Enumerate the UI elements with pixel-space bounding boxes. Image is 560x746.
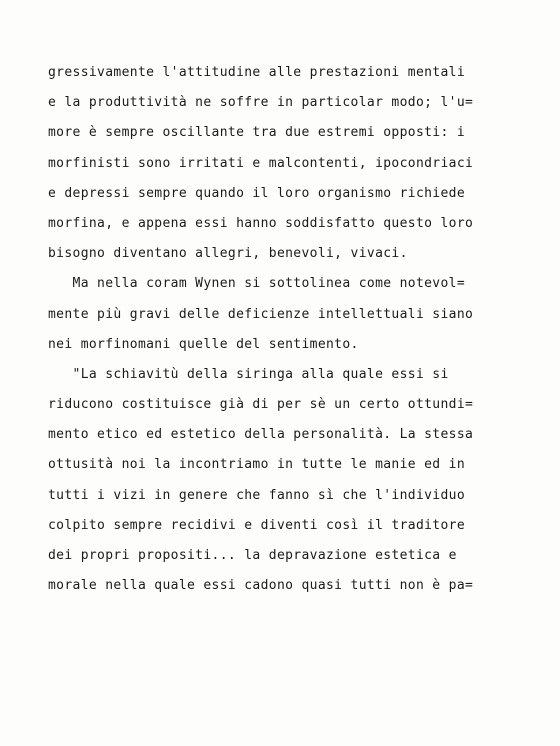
- text-line: mente più gravi delle deficienze intellettuali siano: [48, 306, 474, 322]
- text-line: e depressi sempre quando il loro organismo richiede: [48, 185, 466, 201]
- text-line: tutti i vizi in genere che fanno sì che l'individuo: [48, 487, 466, 503]
- text-line: morale nella quale essi cadono quasi tutti non è pa=: [48, 578, 474, 594]
- text-line: "La schiavitù della siringa alla quale essi si: [48, 366, 449, 382]
- text-line: colpito sempre recidivi e diventi così il traditore: [48, 517, 466, 533]
- text-line: morfina, e appena essi hanno soddisfatto questo loro: [48, 215, 474, 231]
- text-line: Ma nella coram Wynen si sottolinea come notevol=: [48, 276, 466, 292]
- text-line: riducono costituisce già di per sè un certo ottundi=: [48, 397, 474, 413]
- text-line: mento etico ed estetico della personalità. La stessa: [48, 427, 474, 443]
- text-line: bisogno diventano allegri, benevoli, vivaci.: [48, 246, 408, 262]
- body-text: [48, 62, 548, 605]
- text-line: e la produttività ne soffre in particolar modo; l'u=: [48, 95, 474, 111]
- text-line: more è sempre oscillante tra due estremi opposti: i: [48, 125, 466, 141]
- text-line: dei propri propositi... la depravazione estetica e: [48, 548, 457, 563]
- text-line: ottusità noi la incontriamo in tutte le manie ed in: [48, 457, 466, 473]
- text-line: morfinisti sono irritati e malcontenti, ipocondriaci: [48, 155, 474, 171]
- text-line: nei morfinomani quelle del sentimento.: [48, 336, 359, 352]
- text-line: gressivamente l'attitudine alle prestazioni mentali: [48, 65, 466, 80]
